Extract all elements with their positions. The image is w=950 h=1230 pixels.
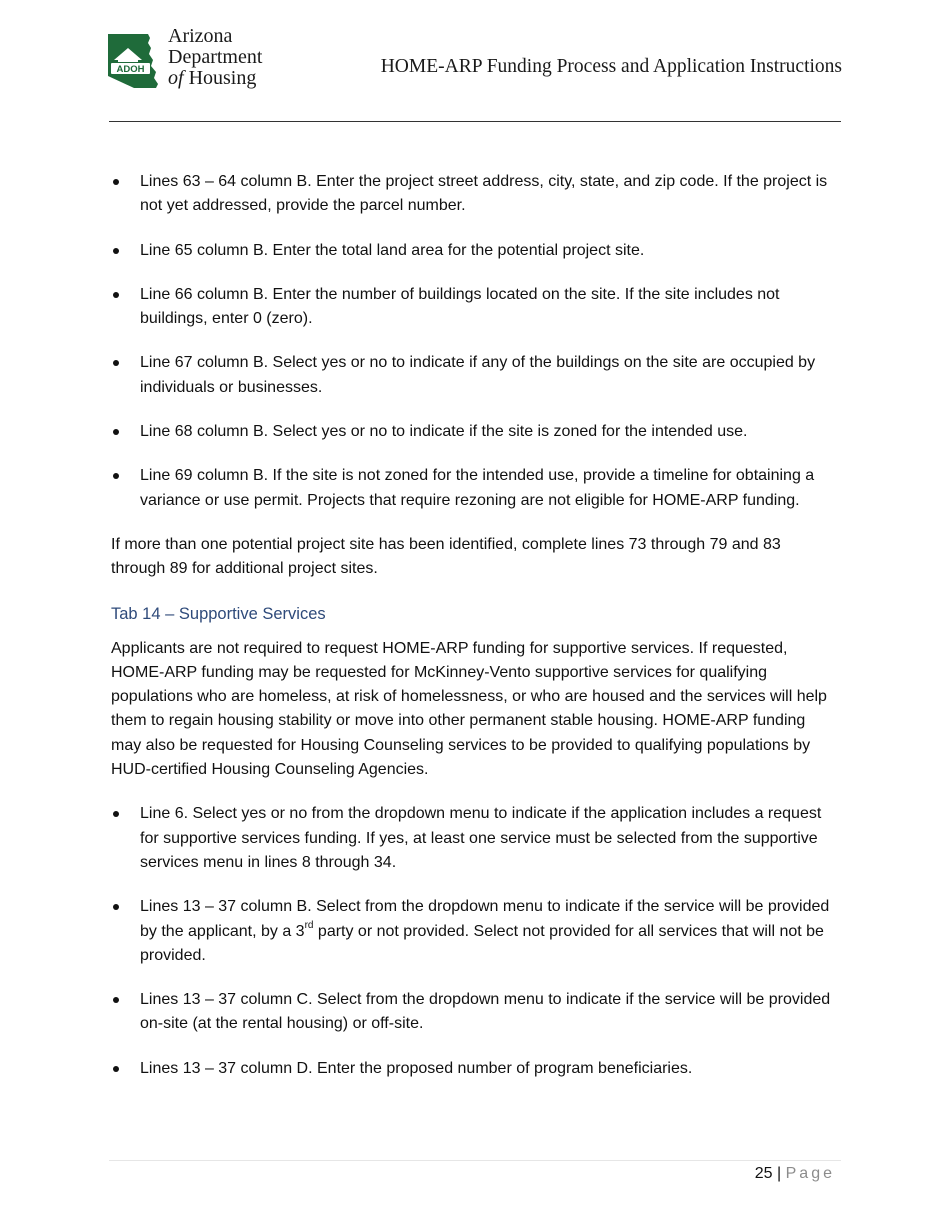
list-item-column-d: Lines 13 – 37 column D. Enter the proposed number of program beneficiaries. — [111, 1057, 839, 1081]
ordinal-superscript: rd — [304, 920, 314, 932]
logo-line-arizona: Arizona — [168, 25, 233, 47]
additional-sites-paragraph: If more than one potential project site has been identified, complete lines 73 through 79 and 83 through 89 for additional project sites. — [111, 535, 781, 578]
page-footer — [755, 1162, 835, 1186]
logo-word-of: of — [168, 67, 184, 89]
list-item: Lines 63 – 64 column B. Enter the project street address, city, state, and zip code. If the project is not yet addressed, provide the parcel number. — [111, 170, 839, 219]
list-item-column-c: Lines 13 – 37 column C. Select from the dropdown menu to indicate if the service will be provided on-site (at the rental housing) or off-site. — [111, 988, 839, 1037]
list-item: Line 68 column B. Select yes or no to indicate if the site is zoned for the intended use. — [111, 420, 839, 444]
supportive-services-intro: Applicants are not required to request HOME-ARP funding for supportive services. If requested, HOME-ARP funding may be requested for McKinney-Vento supportive services for qualifying populations who are homeless, at risk of homelessness, or who are housed and the services will help them to regain housing stability or move into other permanent stable housing. HOME-ARP funding may also be requested for Housing Counseling services to be provided to qualifying populations by HUD-certified Housing Counseling Agencies. — [111, 639, 827, 779]
logo-line-housing — [168, 68, 262, 89]
logo-mark-text: ADOH — [116, 64, 145, 75]
list-item: Line 65 column B. Enter the total land area for the potential project site. — [111, 239, 839, 263]
page-number: 25 — [754, 1165, 773, 1182]
logo-line-department: Department — [168, 46, 263, 68]
list-item: Line 66 column B. Enter the number of buildings located on the site. If the site includes not buildings, enter 0 (zero). — [111, 283, 839, 332]
arizona-state-logo-icon — [104, 32, 162, 90]
document-title: HOME-ARP Funding Process and Application Instructions — [380, 56, 842, 77]
footer-divider — [109, 1160, 841, 1161]
page-header — [104, 26, 842, 96]
logo-word-housing: Housing — [183, 67, 257, 89]
list-item-line-6: Line 6. Select yes or no from the dropdown menu to indicate if the application includes a request for supportive services funding. If yes, at least one service must be selected from the supportive services menu in lines 8 through 34. — [111, 802, 839, 875]
adoh-logo — [104, 25, 284, 94]
list-item-column-b — [111, 895, 839, 968]
list-item: Line 69 column B. If the site is not zoned for the intended use, provide a timeline for obtaining a variance or use permit. Projects that require rezoning are not eligible for HOME-ARP funding. — [111, 464, 839, 513]
header-divider — [109, 121, 841, 122]
column-b-text-end: party or not provided. Select not provided for all services that will not be provided. — [140, 922, 824, 964]
supportive-services-list — [111, 802, 839, 1081]
site-instructions-list — [111, 170, 839, 513]
section-heading-supportive-services: Tab 14 – Supportive Services — [111, 604, 326, 623]
list-item: Line 67 column B. Select yes or no to indicate if any of the buildings on the site are occupied by individuals or businesses. — [111, 351, 839, 400]
page-body — [111, 170, 839, 1101]
logo-wordmark — [168, 26, 262, 89]
column-b-text-start: Lines 13 – 37 column B. Select from the dropdown menu to indicate if the service will be provided by the applicant, by a 3 — [140, 898, 830, 940]
page-label: Page — [785, 1165, 835, 1182]
footer-separator: | — [772, 1165, 786, 1182]
